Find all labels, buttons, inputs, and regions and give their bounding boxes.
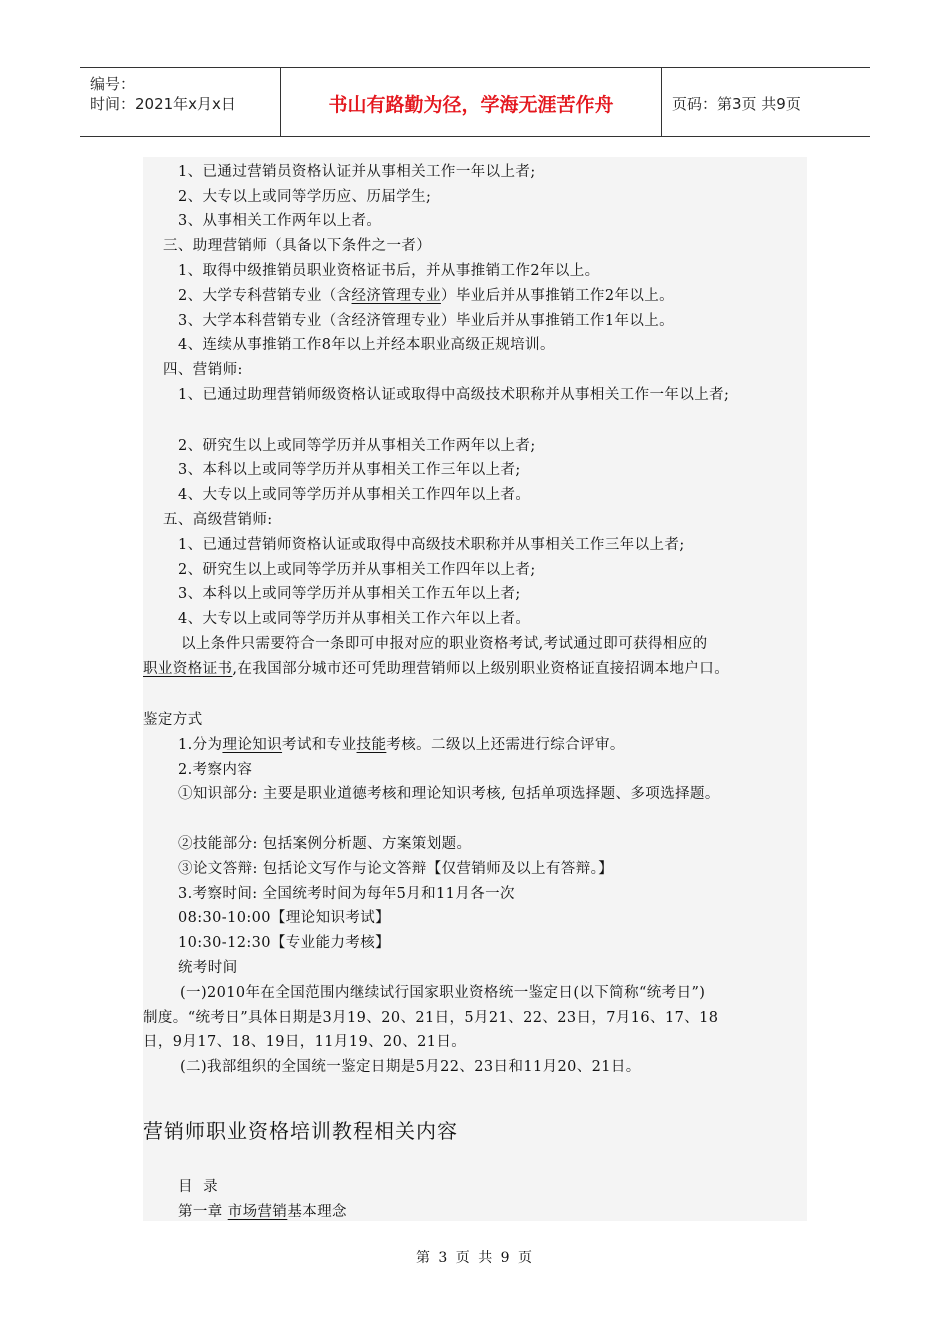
body-line: ①知识部分: 主要是职业道德考核和理论知识考核, 包括单项选择题、多项选择题。	[178, 786, 720, 802]
body-line: 2、研究生以上或同等学历并从事相关工作两年以上者;	[178, 438, 536, 454]
toc-item: 第一章 市场营销基本理念	[178, 1204, 347, 1220]
link-qualification-certificate[interactable]: 职业资格证书	[143, 661, 233, 677]
body-line: 3、本科以上或同等学历并从事相关工作三年以上者;	[178, 462, 521, 478]
body-line: 2、大专以上或同等学历应、历届学生;	[178, 189, 432, 205]
link-skills[interactable]: 技能	[356, 737, 387, 753]
page-footer: 第 3 页 共 9 页	[415, 1250, 535, 1266]
body-line: 1、已通过营销师资格认证或取得中高级技术职称并从事相关工作三年以上者;	[178, 537, 685, 553]
body-line: 4、连续从事推销工作8年以上并经本职业高级正规培训。	[178, 337, 555, 353]
body-line: 2、大学专科营销专业（含经济管理专业）毕业后并从事推销工作2年以上。	[178, 288, 675, 304]
body-line: 1、取得中级推销员职业资格证书后，并从事推销工作2年以上。	[178, 263, 600, 279]
body-line: 2.考察内容	[178, 762, 253, 778]
doc-number: 编号：	[90, 75, 136, 93]
body-line: 1、已通过助理营销师级资格认证或取得中高级技术职称并从事相关工作一年以上者;	[178, 387, 730, 403]
section-title: 营销师职业资格培训教程相关内容	[143, 1119, 458, 1143]
header-motto: 书山有路勤为径，学海无涯苦作舟	[328, 94, 614, 116]
body-line: 08:30-10:00【理论知识考试】	[178, 910, 391, 926]
header-meta	[80, 68, 281, 136]
header-page-info: 页码：第3页 共9页	[672, 95, 801, 113]
section-heading: 鉴定方式	[143, 712, 203, 728]
body-line: 3、大学本科营销专业（含经济管理专业）毕业后并从事推销工作1年以上。	[178, 313, 675, 329]
toc-heading: 目 录	[178, 1179, 221, 1195]
body-line: 制度。“统考日”具体日期是3月19、20、21日，5月21、22、23日，7月16、17、18	[143, 1010, 719, 1026]
body-line: (二)我部组织的全国统一鉴定日期是5月22、23日和11月20、21日。	[180, 1059, 641, 1075]
body-line: (一)2010年在全国范围内继续试行国家职业资格统一鉴定日(以下简称“统考日”)	[180, 985, 706, 1001]
page-header	[80, 67, 870, 137]
header-page-cell	[662, 68, 870, 136]
body-line: ③论文答辩: 包括论文写作与论文答辩【仅营销师及以上有答辩。】	[178, 861, 614, 877]
body-line: 职业资格证书,在我国部分城市还可凭助理营销师以上级别职业资格证直接招调本地户口。	[143, 661, 730, 677]
body-line: ②技能部分: 包括案例分析题、方案策划题。	[178, 836, 472, 852]
section-heading: 四、营销师:	[163, 362, 243, 378]
link-marketing[interactable]: 市场营销	[227, 1204, 288, 1220]
body-line: 10:30-12:30【专业能力考核】	[178, 935, 391, 951]
body-line: 2、研究生以上或同等学历并从事相关工作四年以上者;	[178, 562, 536, 578]
body-line: 3、从事相关工作两年以上者。	[178, 213, 382, 229]
body-line: 4、大专以上或同等学历并从事相关工作六年以上者。	[178, 611, 531, 627]
section-heading: 三、助理营销师（具备以下条件之一者）	[163, 238, 432, 254]
doc-date: 时间：2021年x月x日	[90, 95, 236, 113]
section-heading: 五、高级营销师:	[163, 512, 273, 528]
link-economic-management[interactable]: 经济管理专业	[351, 288, 441, 304]
body-line: 1.分为理论知识考试和专业技能考核。二级以上还需进行综合评审。	[178, 737, 625, 753]
body-line: 3、本科以上或同等学历并从事相关工作五年以上者;	[178, 586, 521, 602]
body-line: 统考时间	[178, 960, 238, 976]
link-theory-knowledge[interactable]: 理论知识	[222, 737, 283, 753]
body-line: 日，9月17、18、19日，11月19、20、21日。	[143, 1034, 467, 1050]
body-line: 4、大专以上或同等学历并从事相关工作四年以上者。	[178, 487, 531, 503]
body-line: 以上条件只需要符合一条即可申报对应的职业资格考试,考试通过即可获得相应的	[181, 636, 708, 652]
header-motto-cell	[281, 68, 662, 136]
body-line: 1、已通过营销员资格认证并从事相关工作一年以上者;	[178, 164, 536, 180]
body-line: 3.考察时间: 全国统考时间为每年5月和11月各一次	[178, 886, 515, 902]
